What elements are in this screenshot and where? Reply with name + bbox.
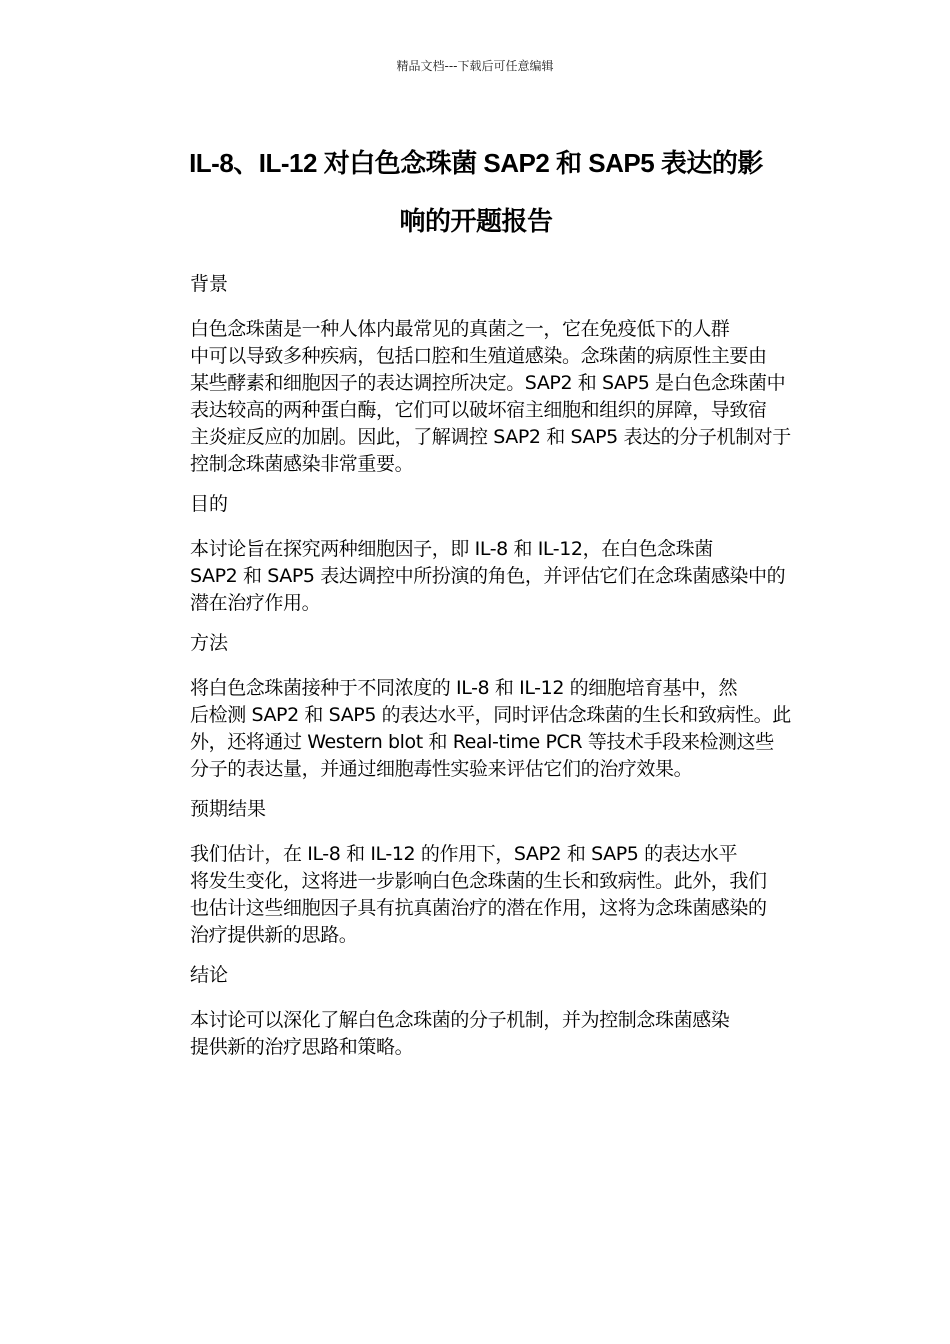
paragraph-line: 我们估计，在 IL-8 和 IL-12 的作用下，SAP2 和 SAP5 的表达水平 xyxy=(190,843,738,865)
paragraph-background xyxy=(145,316,807,478)
paragraph-line: 主炎症反应的加剧。因此，了解调控 SAP2 和 SAP5 表达的分子机制对于 xyxy=(190,426,791,448)
title-line: 响的开题报告 xyxy=(399,206,553,236)
paragraph-line: 某些酵素和细胞因子的表达调控所决定。SAP2 和 SAP5 是白色念珠菌中 xyxy=(190,372,786,394)
paragraph-line: 白色念珠菌是一种人体内最常见的真菌之一，它在免疫低下的人群 xyxy=(190,318,730,340)
paragraph-line: 治疗提供新的思路。 xyxy=(190,924,358,946)
document-title xyxy=(145,134,807,250)
page-header-watermark: 精品文档---下载后可任意编辑 xyxy=(396,59,554,73)
paragraph-methods xyxy=(145,675,807,783)
paragraph-line: 分子的表达量，并通过细胞毒性实验来评估它们的治疗效果。 xyxy=(190,758,693,780)
paragraph-line: 后检测 SAP2 和 SAP5 的表达水平，同时评估念珠菌的生长和致病性。此 xyxy=(190,704,791,726)
paragraph-line: 潜在治疗作用。 xyxy=(190,592,321,614)
section-heading-background: 背景 xyxy=(190,273,229,295)
paragraph-line: 中可以导致多种疾病，包括口腔和生殖道感染。念珠菌的病原性主要由 xyxy=(190,345,767,367)
paragraph-line: 控制念珠菌感染非常重要。 xyxy=(190,453,414,475)
paragraph-line: SAP2 和 SAP5 表达调控中所扮演的角色，并评估它们在念珠菌感染中的 xyxy=(190,565,786,587)
paragraph-line: 本讨论可以深化了解白色念珠菌的分子机制，并为控制念珠菌感染 xyxy=(190,1009,730,1031)
paragraph-line: 提供新的治疗思路和策略。 xyxy=(190,1036,414,1058)
title-line: IL-8、IL-12 对白色念珠菌 SAP2 和 SAP5 表达的影 xyxy=(189,148,763,178)
section-heading-conclusion: 结论 xyxy=(190,964,229,986)
paragraph-line: 本讨论旨在探究两种细胞因子，即 IL-8 和 IL-12，在白色念珠菌 xyxy=(190,538,713,560)
paragraph-objective xyxy=(145,536,807,617)
paragraph-line: 将发生变化，这将进一步影响白色念珠菌的生长和致病性。此外，我们 xyxy=(190,870,767,892)
section-heading-objective: 目的 xyxy=(190,493,229,515)
paragraph-expected-results xyxy=(145,841,807,949)
paragraph-line: 外，还将通过 Western blot 和 Real-time PCR 等技术手段来检测这些 xyxy=(190,731,774,753)
paragraph-line: 表达较高的两种蛋白酶，它们可以破坏宿主细胞和组织的屏障，导致宿 xyxy=(190,399,767,421)
paragraph-line: 也估计这些细胞因子具有抗真菌治疗的潜在作用，这将为念珠菌感染的 xyxy=(190,897,767,919)
paragraph-conclusion xyxy=(145,1007,807,1061)
paragraph-line: 将白色念珠菌接种于不同浓度的 IL-8 和 IL-12 的细胞培育基中，然 xyxy=(190,677,738,699)
section-heading-expected-results: 预期结果 xyxy=(190,798,267,820)
section-heading-methods: 方法 xyxy=(190,632,229,654)
document-body xyxy=(145,271,807,1074)
